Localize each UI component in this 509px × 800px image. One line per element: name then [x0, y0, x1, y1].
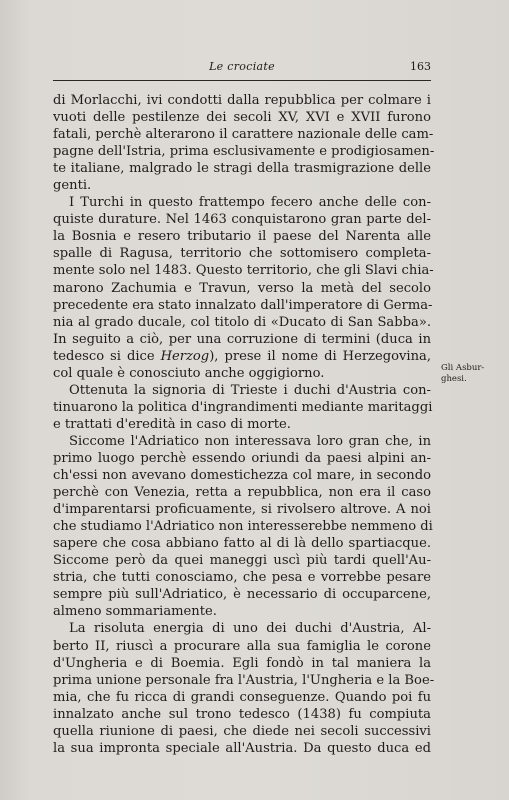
text-line: d'Ungheria e di Boemia. Egli fondò in tal maniera la [53, 655, 431, 671]
text-line: te italiane, malgrado le stragi della trasmigrazione delle [53, 161, 431, 177]
text-line: d'imparentarsi proficuamente, si rivolsero altrove. A noi [53, 502, 431, 518]
margin-note: Gli Asbur- ghesi. [441, 363, 485, 384]
text-line: mente solo nel 1483. Questo territorio, che gli Slavi chia- [53, 263, 434, 279]
text-line: precedente era stato innalzato dall'imperatore di Germa- [53, 297, 433, 313]
text-line: spalle di Ragusa, territorio che sottomisero completa- [53, 246, 431, 262]
page-number: 163 [410, 60, 431, 73]
text-line: innalzato anche sul trono tedesco (1438) fu compiuta [53, 706, 431, 722]
text-line: nia al grado ducale, col titolo di «Ducato di San Sabba». [53, 314, 431, 330]
text-line: perchè con Venezia, retta a repubblica, non era il caso [53, 485, 431, 501]
text-line: quella riunione di paesi, che diede nei secoli successivi [53, 723, 431, 739]
text-line: In seguito a ciò, per una corruzione di termini (duca in [53, 331, 431, 347]
text-line: prima unione personale fra l'Austria, l'Ungheria e la Boe- [53, 672, 435, 688]
text-line: ch'essi non avevano domestichezza col mare, in secondo [53, 468, 431, 484]
text-line: sapere che cosa abbiano fatto al di là dello spartiacque. [53, 536, 431, 552]
text-line: Siccome l'Adriatico non interessava loro gran che, in [69, 433, 431, 449]
text-line: Ottenuta la signoria di Trieste i duchi d'Austria con- [69, 382, 431, 398]
text-line: primo luogo perchè essendo oriundi da paesi alpini an- [53, 450, 431, 466]
text-line: fatali, perchè alterarono il carattere nazionale delle cam- [53, 127, 434, 143]
text-line: col quale è conosciuto anche oggigiorno. [53, 365, 325, 381]
text-line: che studiamo l'Adriatico non interesserebbe nemmeno di [53, 519, 433, 535]
text-line: vuoti delle pestilenze dei secoli XV, XVI e XVII furono [53, 110, 431, 126]
running-title: Le crociate [209, 60, 275, 73]
text-line: tedesco si dice Herzog), prese il nome di Herzegovina, [53, 348, 431, 364]
body-text [53, 92, 435, 757]
text-line: la Bosnia e resero tributario il paese del Narenta alle [53, 229, 431, 245]
text-line: stria, che tutti conosciamo, che pesa e vorrebbe pesare [53, 570, 431, 586]
text-line: pagne dell'Istria, prima esclusivamente e prodigiosamen- [53, 144, 435, 160]
header-rule [53, 80, 431, 81]
page-header [53, 60, 431, 76]
text-line: I Turchi in questo frattempo fecero anche delle con- [69, 195, 431, 211]
text-line: berto II, riuscì a procurare alla sua famiglia le corone [53, 638, 431, 654]
text-line: genti. [53, 178, 92, 194]
text-line: mia, che fu ricca di grandi conseguenze. Quando poi fu [53, 689, 431, 705]
text-line: quiste durature. Nel 1463 conquistarono gran parte del- [53, 212, 431, 228]
text-line: marono Zachumia e Travun, verso la metà del secolo [53, 280, 431, 296]
text-line: la sua impronta speciale all'Austria. Da questo duca ed [53, 740, 431, 756]
text-line: Siccome però da quei maneggi uscì più tardi quell'Au- [53, 553, 431, 569]
text-line: e trattati d'eredità in caso di morte. [53, 416, 291, 432]
text-line: almeno sommariamente. [53, 604, 217, 620]
text-line: tinuarono la politica d'ingrandimenti mediante maritaggi [53, 399, 433, 415]
text-line: La risoluta energia di uno dei duchi d'Austria, Al- [69, 621, 431, 637]
text-line: di Morlacchi, ivi condotti dalla repubblica per colmare i [53, 93, 431, 108]
text-line: sempre più sull'Adriatico, è necessario di occuparcene, [53, 587, 431, 603]
italic-term: Herzog [160, 348, 210, 364]
